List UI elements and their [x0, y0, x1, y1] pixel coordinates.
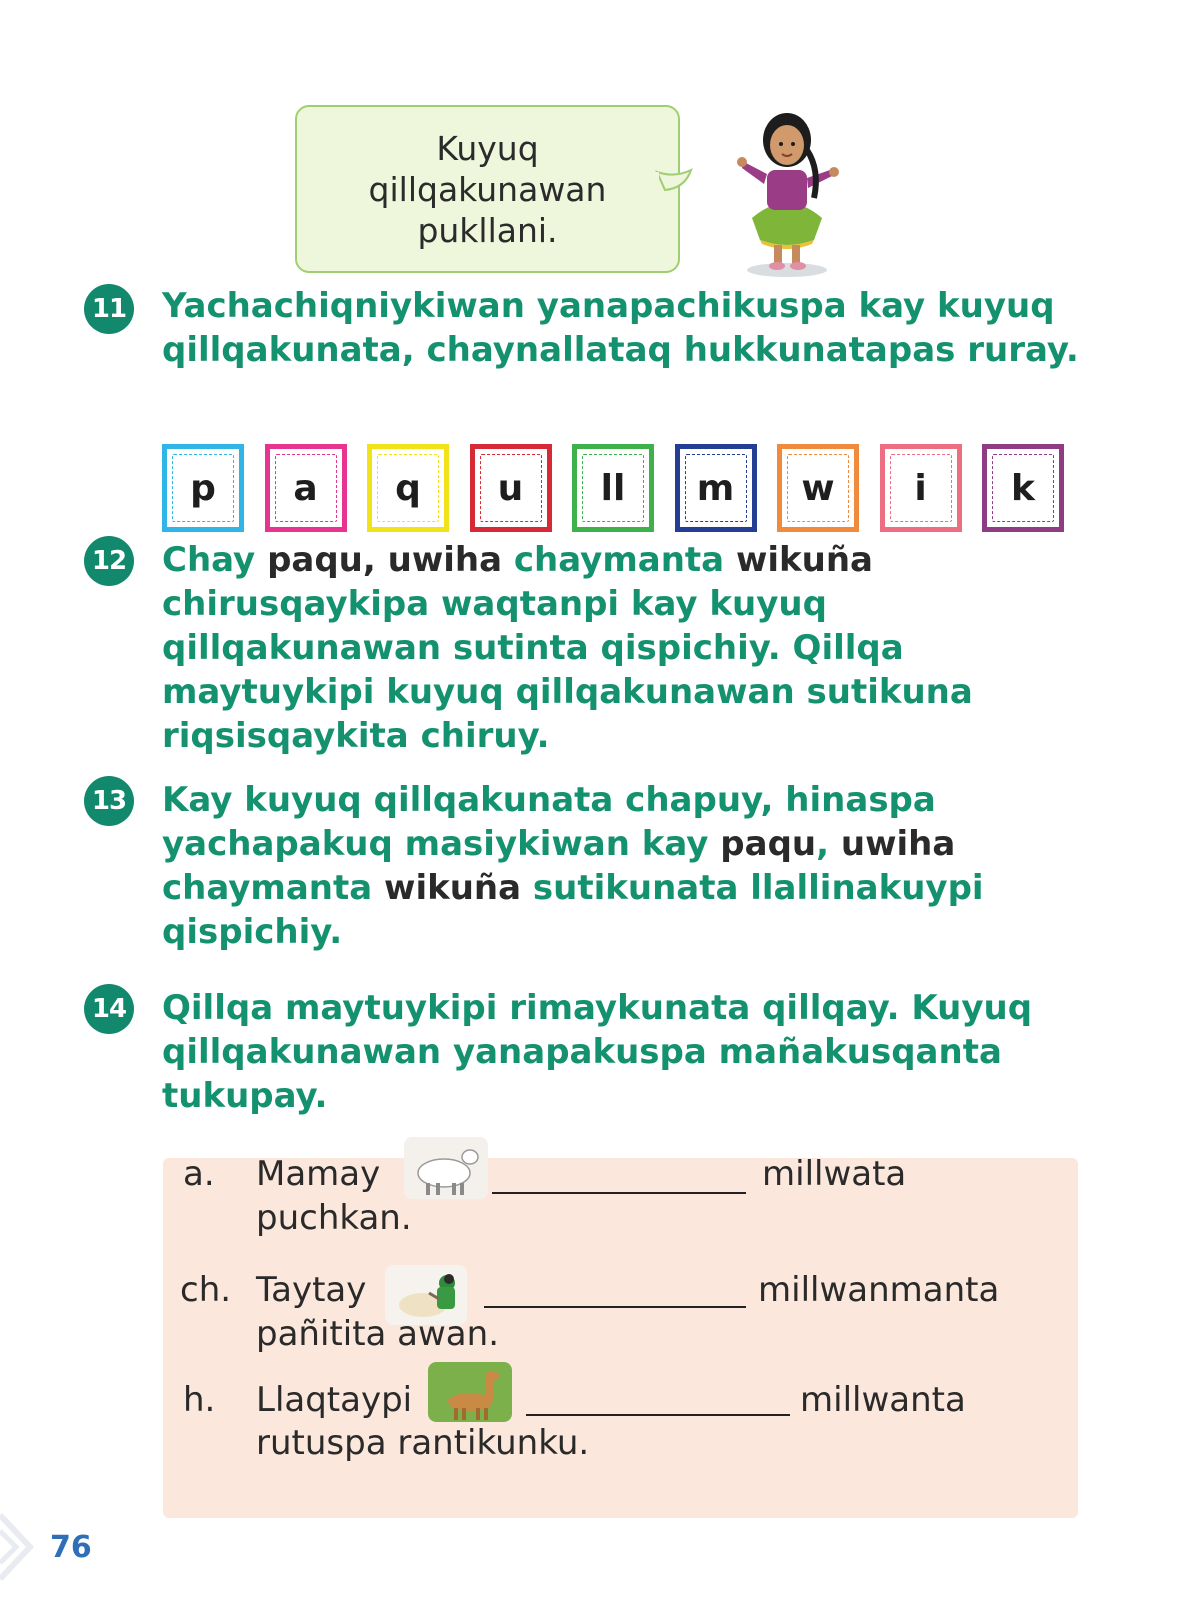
exercise-number-12: 12 [84, 536, 134, 586]
letter-tile [777, 444, 859, 532]
letter-tile [470, 444, 552, 532]
letter-tiles [162, 444, 1082, 536]
letter-tile [675, 444, 757, 532]
fill-row-after: millwanta [800, 1380, 966, 1420]
letter-tile-letter: q [395, 467, 421, 509]
exercise-12-text-part: Chay [162, 540, 268, 580]
exercise-13-animal-name: uwiha [840, 824, 956, 864]
exercise-number-11: 11 [84, 284, 134, 334]
fill-row-before: Taytay [256, 1270, 367, 1310]
speech-bubble-tail [655, 168, 695, 198]
fill-row-before: Mamay [256, 1154, 381, 1194]
exercise-number-14: 14 [84, 984, 134, 1034]
speech-bubble-line: qillqakunawan [368, 169, 607, 209]
fill-row-line2: rutuspa rantikunku. [256, 1423, 590, 1463]
speech-bubble-text [297, 128, 678, 251]
speech-bubble [295, 105, 680, 273]
exercise-13-text-part: sutikunata llallinakuypi qispichiy. [162, 868, 984, 952]
fill-row-label: h. [183, 1380, 216, 1420]
answer-blank-h[interactable] [526, 1414, 790, 1416]
fill-row-label: a. [183, 1154, 215, 1194]
letter-tile [880, 444, 962, 532]
letter-tile-letter: k [1011, 467, 1035, 509]
letter-tile-letter: m [696, 467, 735, 509]
exercise-number-13: 13 [84, 776, 134, 826]
alpaca-image [428, 1362, 512, 1422]
girl-illustration [722, 100, 852, 280]
corner-decoration-icon [0, 1495, 46, 1600]
letter-tile [265, 444, 347, 532]
letter-tile-letter: w [801, 467, 835, 509]
fill-row-line2: pañitita awan. [256, 1314, 499, 1354]
exercise-12-text [162, 538, 1082, 758]
letter-tile-letter: i [914, 467, 927, 509]
letter-tile [162, 444, 244, 532]
exercise-13-text-part: chaymanta [162, 868, 385, 908]
exercise-12-animal-name: wikuña [735, 540, 873, 580]
speech-bubble-line: Kuyuq [436, 128, 539, 168]
fill-row-before: Llaqtaypi [256, 1380, 413, 1420]
answer-blank-ch[interactable] [484, 1306, 746, 1308]
exercise-14-text: Qillqa maytuykipi rimaykunata qillqay. Kuyuq qillqakunawan yanapakuspa mañakusqanta tukupay. [162, 988, 1033, 1116]
exercise-13-animal-name: paqu [720, 824, 817, 864]
fill-row-line2: puchkan. [256, 1198, 412, 1238]
exercise-13-animal-name: wikuña [384, 868, 522, 908]
letter-tile [367, 444, 449, 532]
exercise-12-animal-names: paqu, uwiha [267, 540, 514, 580]
fill-row-label: ch. [180, 1270, 232, 1310]
sheep-image [404, 1137, 488, 1199]
letter-tile-letter: p [190, 467, 216, 509]
exercise-13-text-part: , [816, 824, 841, 864]
page-number: 76 [50, 1530, 92, 1565]
letter-tile-letter: u [497, 467, 524, 509]
fill-row-after: millwanmanta [758, 1270, 1000, 1310]
letter-tile [982, 444, 1064, 532]
answer-blank-a[interactable] [492, 1192, 746, 1194]
exercise-12-text-part: chaymanta [513, 540, 736, 580]
letter-tile-letter: a [293, 467, 318, 509]
exercise-13-text [162, 778, 1082, 954]
speech-bubble-line: pukllani. [417, 210, 558, 250]
exercise-13-text-part: Kay kuyuq qillqakunata chapuy, hinaspa yachapakuq masiykiwan kay [162, 780, 936, 864]
exercise-11-text: Yachachiqniykiwan yanapachikuspa kay kuyuq qillqakunata, chaynallataq hukkunatapas ruray. [162, 286, 1079, 370]
fill-row-after: millwata [762, 1154, 907, 1194]
letter-tile-letter: ll [600, 467, 626, 509]
letter-tile [572, 444, 654, 532]
exercise-12-text-part: chirusqaykipa waqtanpi kay kuyuq qillqakunawan sutinta qispichiy. Qillqa maytuykipi kuyuq qillqakunawan sutikuna riqsisqaykita chiruy. [162, 584, 973, 756]
